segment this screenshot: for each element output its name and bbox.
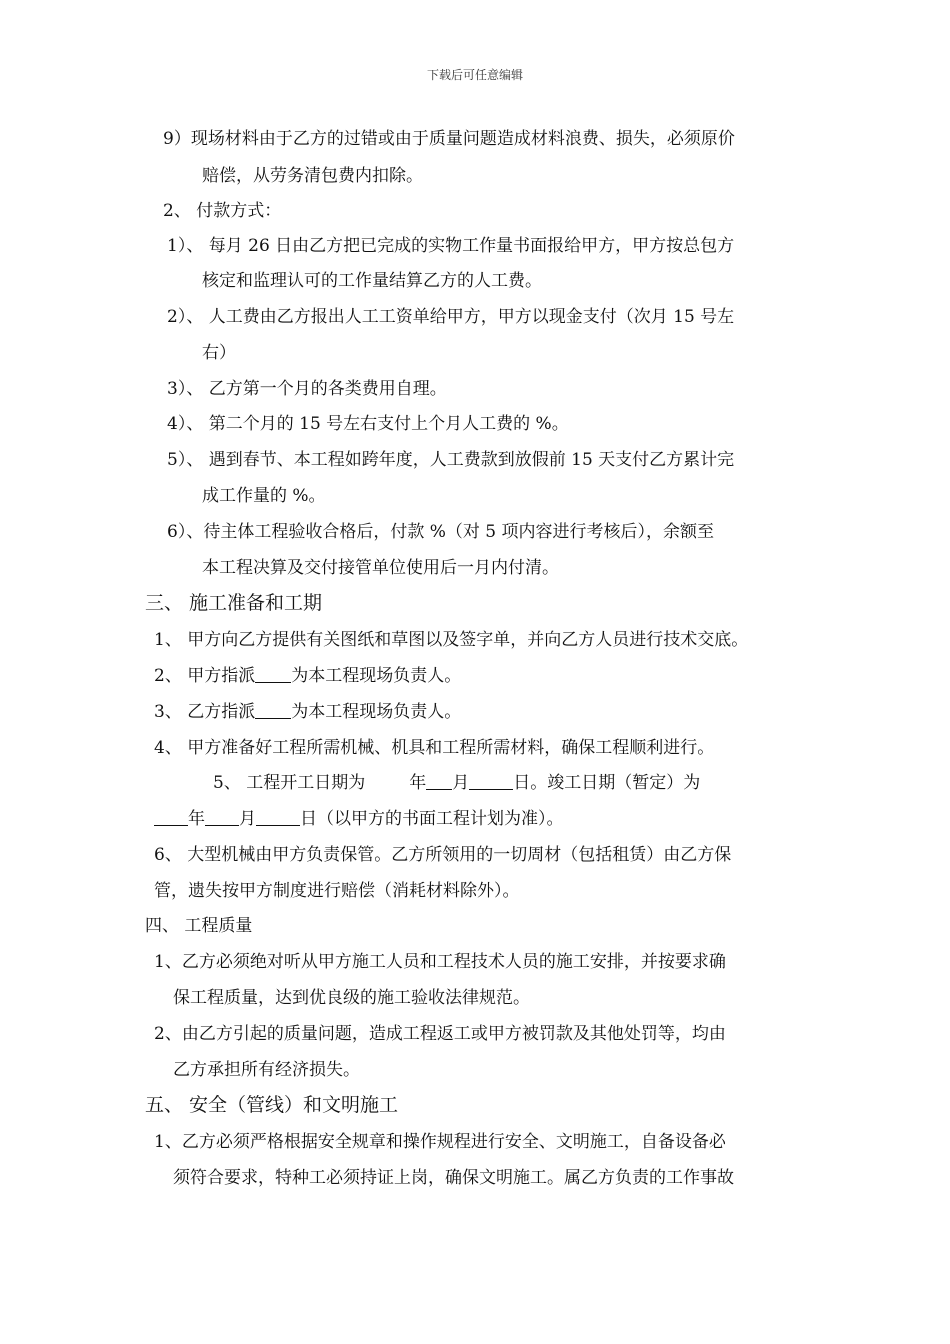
payment-item-3: 3）、 乙方第一个月的各类费用自理。 <box>167 379 447 399</box>
payment-item-1-line-2: 核定和监理认可的工作量结算乙方的人工费。 <box>202 271 542 291</box>
payment-item-2-line-2: 右） <box>202 343 236 363</box>
section-3-item-6-line-1: 6、 大型机械由甲方负责保管。乙方所领用的一切周材（包括租赁）由乙方保 <box>154 845 732 865</box>
section-3-item-2 <box>154 665 461 687</box>
section-3-item-5-line-1 <box>213 772 700 794</box>
section-4-heading: 四、 工程质量 <box>145 916 253 936</box>
section-5-item-1-line-1: 1、乙方必须严格根据安全规章和操作规程进行安全、文明施工，自备设备必 <box>154 1132 726 1152</box>
blank-line <box>255 701 291 719</box>
blank-line <box>469 772 513 790</box>
payment-item-4: 4）、 第二个月的 15 号左右支付上个月人工费的 %。 <box>167 414 569 434</box>
section-3-item-2-prefix: 2、 甲方指派 <box>154 666 256 686</box>
year-label: 年 <box>409 773 427 793</box>
section-4-item-1-line-1: 1、乙方必须绝对听从甲方施工人员和工程技术人员的施工安排，并按要求确 <box>154 952 726 972</box>
item-9-line-2: 赔偿，从劳务清包费内扣除。 <box>202 166 423 186</box>
payment-heading: 2、 付款方式： <box>163 201 282 221</box>
start-date-label: 5、 工程开工日期为 <box>213 773 366 793</box>
section-3-item-3-suffix: 为本工程现场负责人。 <box>291 702 462 722</box>
section-4-item-2-line-1: 2、由乙方引起的质量问题，造成工程返工或甲方被罚款及其他处罚等，均由 <box>154 1024 726 1044</box>
section-5-item-1-line-2: 须符合要求，特种工必须持证上岗，确保文明施工。属乙方负责的工作事故 <box>173 1168 734 1188</box>
section-3-item-3 <box>154 701 461 723</box>
payment-item-6-line-2: 本工程决算及交付接管单位使用后一月内付清。 <box>202 558 559 578</box>
section-3-item-3-prefix: 3、 乙方指派 <box>154 702 256 722</box>
section-3-item-5-line-2 <box>154 808 564 830</box>
blank-line <box>426 772 452 790</box>
item-9-line-1: 9）现场材料由于乙方的过错或由于质量问题造成材料浪费、损失，必须原价 <box>163 129 735 149</box>
section-5-heading: 五、 安全（管线）和文明施工 <box>145 1094 399 1116</box>
section-3-item-6-line-2: 管，遗失按甲方制度进行赔偿（消耗材料除外）。 <box>154 881 520 901</box>
section-4-item-2-line-2: 乙方承担所有经济损失。 <box>173 1060 360 1080</box>
payment-item-2-line-1: 2）、 人工费由乙方报出人工工资单给甲方，甲方以现金支付（次月 15 号左 <box>167 307 735 327</box>
blank-line <box>205 808 239 826</box>
section-3-item-2-suffix: 为本工程现场负责人。 <box>291 666 462 686</box>
payment-item-6-line-1: 6）、待主体工程验收合格后，付款 %（对 5 项内容进行考核后），余额至 <box>167 522 714 542</box>
payment-item-5-line-1: 5）、 遇到春节、本工程如跨年度，人工费款到放假前 15 天支付乙方累计完 <box>167 450 735 470</box>
year-label: 年 <box>188 809 205 829</box>
blank-line <box>154 808 188 826</box>
month-label: 月 <box>452 773 470 793</box>
blank-line <box>255 665 291 683</box>
section-4-item-1-line-2: 保工程质量，达到优良级的施工验收法律规范。 <box>173 988 530 1008</box>
page-header: 下载后可任意编辑 <box>426 68 523 82</box>
payment-item-1-line-1: 1）、 每月 26 日由乙方把已完成的实物工作量书面报给甲方，甲方按总包方 <box>167 236 735 256</box>
section-3-item-4: 4、 甲方准备好工程所需机械、机具和工程所需材料，确保工程顺利进行。 <box>154 738 715 758</box>
end-date-label: 日。竣工日期（暂定）为 <box>513 773 701 793</box>
section-3-heading: 三、 施工准备和工期 <box>145 592 323 614</box>
payment-item-5-line-2: 成工作量的 %。 <box>202 486 326 506</box>
day-note: 日（以甲方的书面工程计划为准）。 <box>300 809 564 829</box>
month-label: 月 <box>239 809 256 829</box>
blank-line <box>256 808 300 826</box>
section-3-item-1: 1、 甲方向乙方提供有关图纸和草图以及签字单，并向乙方人员进行技术交底。 <box>154 630 749 650</box>
